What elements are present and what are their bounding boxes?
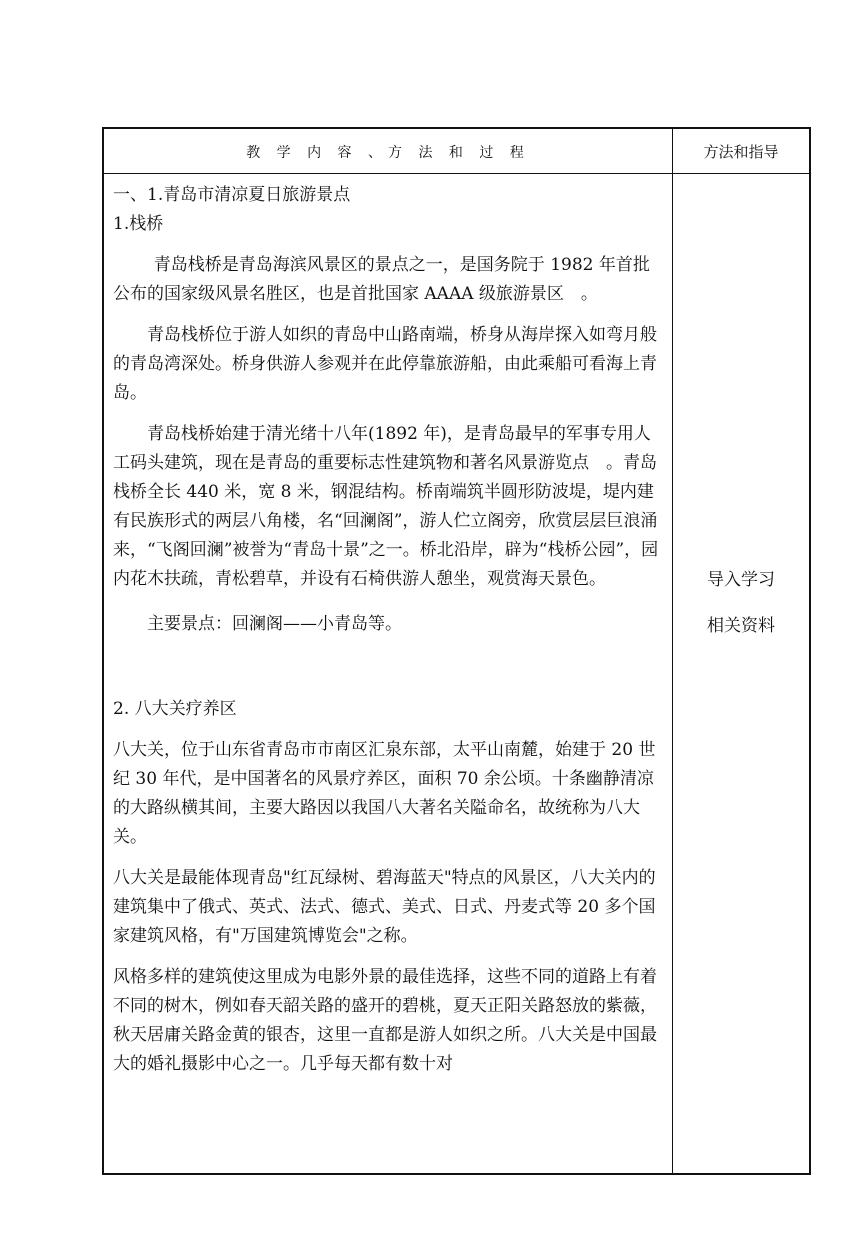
header-content-method-process: 教 学 内 容 、方 法 和 过 程: [246, 144, 530, 161]
paragraph-badaguan-intro: 八大关，位于山东省青岛市市南区汇泉东部，太平山南麓，始建于 20 世纪 30 年代，是中国著名的风景疗养区，面积 70 余公顷。十条幽静清凉的大路纵横其间，主要大路因以我国八大著名关隘命名，故统称为八大关。: [113, 740, 656, 847]
header-method-guidance: 方法和指导: [703, 143, 779, 161]
spacer: [113, 594, 665, 610]
guidance-notes-cell: [673, 557, 809, 649]
spacer: [113, 951, 665, 963]
column-divider: [672, 129, 673, 1173]
lesson-content-cell: [113, 181, 665, 1171]
subsection-title-badaguan: 2. 八大关疗养区: [113, 699, 237, 719]
paragraph-zhanqiao-sights: 主要景点：回澜阁——小青岛等。: [147, 614, 402, 634]
paragraph-badaguan-architecture: 八大关是最能体现青岛"红瓦绿树、碧海蓝天"特点的风景区，八大关内的建筑集中了俄式、英式、法式、德式、美式、日式、丹麦式等 20 多个国家建筑风格，有"万国建筑博览会"之称。: [113, 868, 656, 946]
section-title: 一、1.青岛市清凉夏日旅游景点: [113, 185, 351, 205]
guidance-note-import-study: 导入学习: [707, 570, 775, 590]
paragraph-zhanqiao-history: 青岛栈桥始建于清光绪十八年(1892 年)，是青岛最早的军事专用人工码头建筑，现在是青岛的重要标志性建筑物和著名风景游览点 。青岛栈桥全长 440 米，宽 8 米，钢混结构。桥南端筑半圆形防波堤，堤内建有民族形式的两层八角楼，名“回澜阁”，游人伫立阁旁，欣赏层层巨浪涌来，“飞阁回澜”被誉为“青岛十景”之一。桥北沿岸，辟为“栈桥公园”，园内花木扶疏，青松碧草，并设有石椅供游人憩坐，观赏海天景色。: [113, 424, 659, 589]
spacer: [113, 309, 665, 321]
table-header-row: [104, 129, 809, 174]
paragraph-zhanqiao-intro: 青岛栈桥是青岛海滨风景区的景点之一，是国务院于 1982 年首批公布的国家级风景名胜区，也是首批国家 AAAA 级旅游景区 。: [113, 255, 650, 304]
spacer: [113, 724, 665, 736]
spacer: [113, 408, 665, 420]
lesson-table: [102, 127, 811, 1175]
paragraph-zhanqiao-location: 青岛栈桥位于游人如织的青岛中山路南端，桥身从海岸探入如弯月般的青岛湾深处。桥身供游人参观并在此停靠旅游船，由此乘船可看海上青岛。: [113, 325, 657, 403]
subsection-title-zhanqiao: 1.栈桥: [113, 214, 164, 234]
spacer: [113, 239, 665, 251]
spacer: [113, 639, 665, 695]
paragraph-badaguan-scenery: 风格多样的建筑使这里成为电影外景的最佳选择，这些不同的道路上有着不同的树木，例如春天韶关路的盛开的碧桃，夏天正阳关路怒放的紫薇，秋天居庸关路金黄的银杏，这里一直都是游人如织之所。八大关是中国最大的婚礼摄影中心之一。几乎每天都有数十对: [113, 967, 657, 1074]
spacer: [113, 852, 665, 864]
guidance-note-related-materials: 相关资料: [707, 616, 775, 636]
